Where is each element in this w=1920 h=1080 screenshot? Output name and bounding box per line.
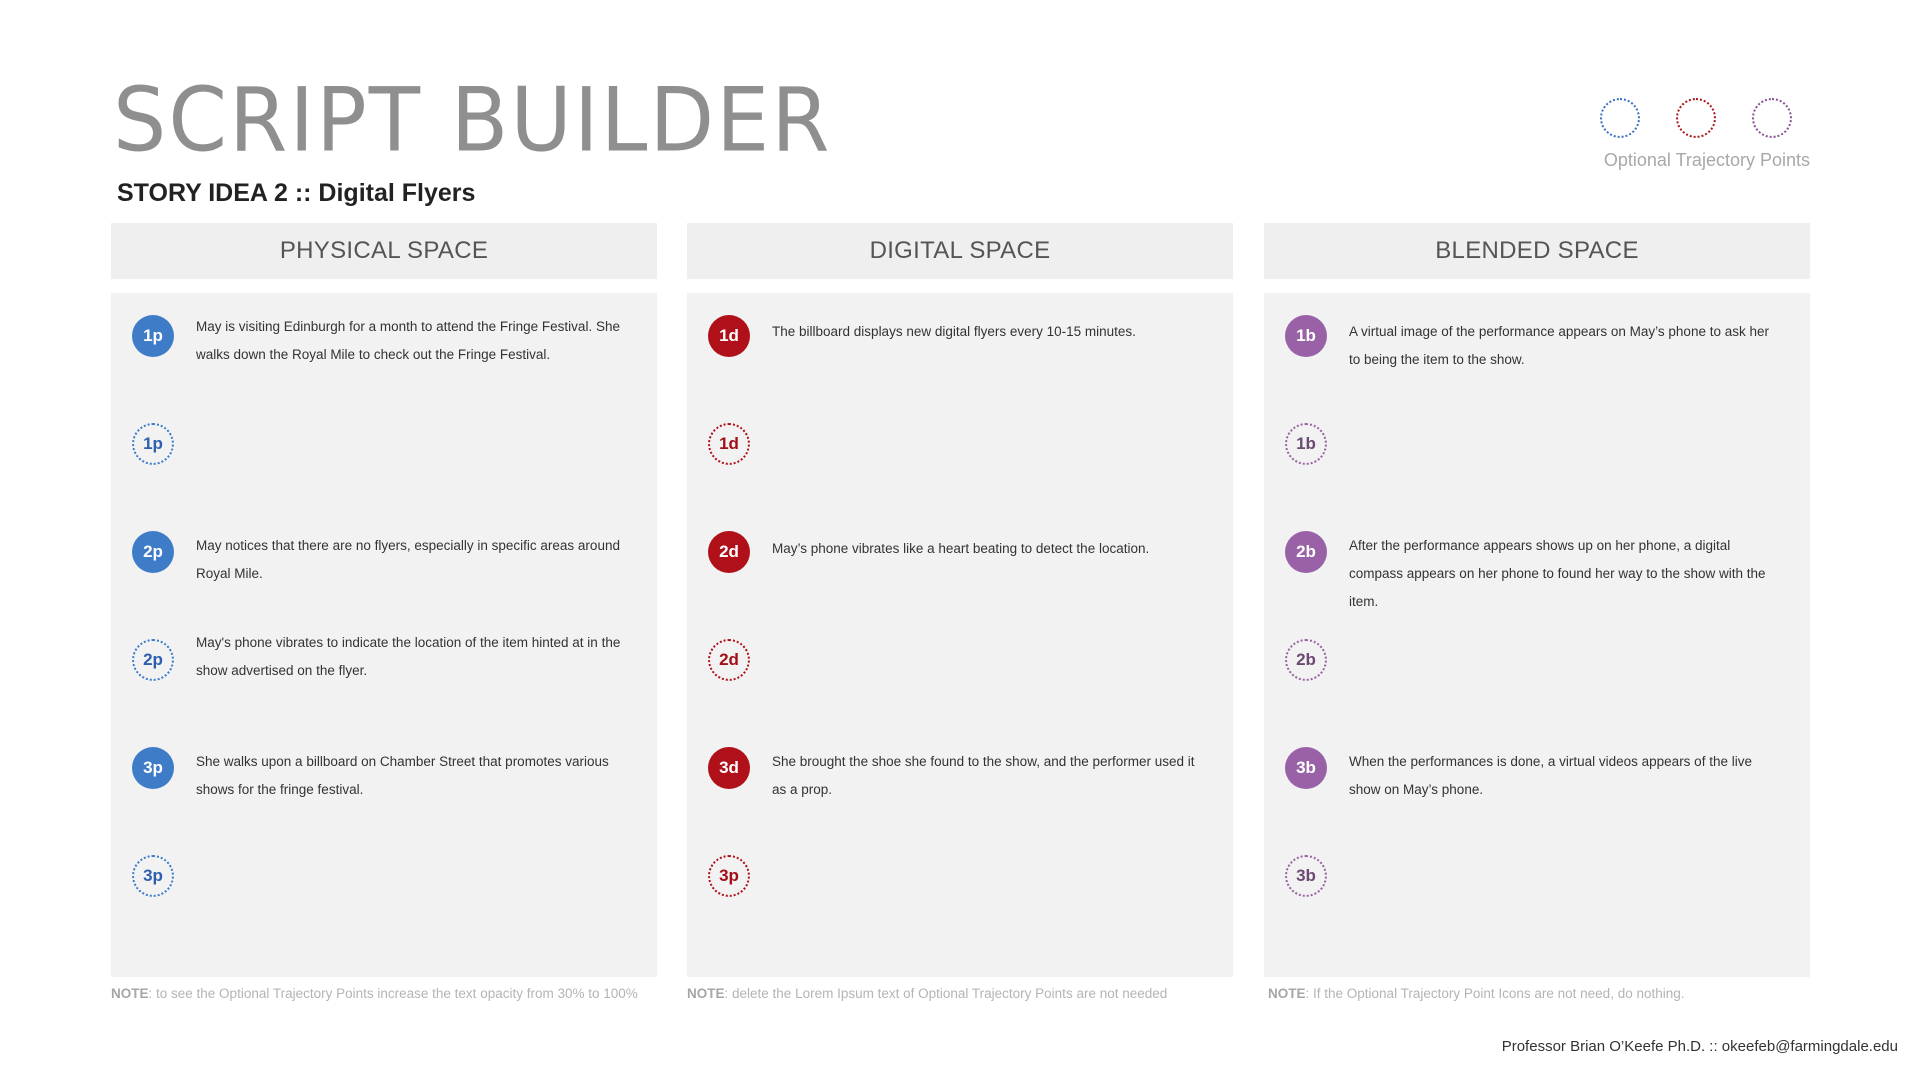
column-body [1264, 293, 1810, 977]
blended-note [1268, 986, 1685, 1001]
column-body [687, 293, 1233, 977]
legend-circles [1600, 98, 1810, 138]
column-body [111, 293, 657, 977]
column-header: BLENDED SPACE [1264, 223, 1810, 279]
point-text[interactable]: May notices that there are no flyers, especially in specific areas around Royal Mile. [196, 538, 620, 581]
optional-point-badge[interactable]: 3p [708, 855, 750, 897]
point-text[interactable]: She walks upon a billboard on Chamber Street that promotes various shows for the fringe festival. [196, 754, 609, 797]
trajectory-point-badge[interactable]: 1p [132, 315, 174, 357]
trajectory-point-badge[interactable]: 2d [708, 531, 750, 573]
column-header: DIGITAL SPACE [687, 223, 1233, 279]
note-text: : If the Optional Trajectory Point Icons are not need, do nothing. [1305, 986, 1685, 1001]
point-text[interactable]: May is visiting Edinburgh for a month to attend the Fringe Festival. She walks down the Royal Mile to check out the Fringe Festival. [196, 319, 620, 362]
optional-point-badge[interactable]: 3p [132, 855, 174, 897]
trajectory-point-badge[interactable]: 2b [1285, 531, 1327, 573]
trajectory-point-badge[interactable]: 3p [132, 747, 174, 789]
point-text[interactable]: May's phone vibrates to indicate the location of the item hinted at in the show advertised on the flyer. [196, 635, 621, 678]
optional-point-badge[interactable]: 1p [132, 423, 174, 465]
physical-note [111, 986, 638, 1001]
trajectory-point-badge[interactable]: 2p [132, 531, 174, 573]
digital-space-column [687, 223, 1233, 977]
page-title: SCRIPT BUILDER [113, 68, 832, 172]
note-text: : to see the Optional Trajectory Points increase the text opacity from 30% to 100% [148, 986, 638, 1001]
trajectory-point-badge[interactable]: 3b [1285, 747, 1327, 789]
red-dotted-circle-icon [1676, 98, 1716, 138]
point-text[interactable]: She brought the shoe she found to the show, and the performer used it as a prop. [772, 754, 1195, 797]
optional-point-badge[interactable]: 2b [1285, 639, 1327, 681]
column-header: PHYSICAL SPACE [111, 223, 657, 279]
point-text[interactable]: May’s phone vibrates like a heart beating to detect the location. [772, 541, 1150, 556]
note-text: : delete the Lorem Ipsum text of Optional Trajectory Points are not needed [724, 986, 1168, 1001]
point-text[interactable]: When the performances is done, a virtual videos appears of the live show on May’s phone. [1349, 754, 1752, 797]
trajectory-legend [1600, 98, 1810, 171]
point-text[interactable]: After the performance appears shows up on her phone, a digital compass appears on her phone to found her way to the show with the item. [1349, 538, 1766, 609]
note-prefix: NOTE [687, 986, 725, 1001]
optional-point-badge[interactable]: 1d [708, 423, 750, 465]
legend-label: Optional Trajectory Points [1603, 150, 1810, 170]
optional-point-badge[interactable]: 2p [132, 639, 174, 681]
point-text[interactable]: A virtual image of the performance appears on May’s phone to ask her to being the item to the show. [1349, 324, 1769, 367]
point-text[interactable]: The billboard displays new digital flyers every 10-15 minutes. [772, 324, 1136, 339]
trajectory-point-badge[interactable]: 1d [708, 315, 750, 357]
optional-point-badge[interactable]: 2d [708, 639, 750, 681]
note-prefix: NOTE [1268, 986, 1306, 1001]
blended-space-column [1264, 223, 1810, 977]
optional-point-badge[interactable]: 3b [1285, 855, 1327, 897]
author-footer: Professor Brian O’Keefe Ph.D. :: okeefeb@farmingdale.edu [1501, 1038, 1898, 1055]
trajectory-point-badge[interactable]: 3d [708, 747, 750, 789]
physical-space-column [111, 223, 657, 977]
trajectory-point-badge[interactable]: 1b [1285, 315, 1327, 357]
purple-dotted-circle-icon [1752, 98, 1792, 138]
story-subtitle: STORY IDEA 2 :: Digital Flyers [117, 179, 476, 207]
optional-point-badge[interactable]: 1b [1285, 423, 1327, 465]
note-prefix: NOTE [111, 986, 149, 1001]
digital-note [687, 986, 1167, 1001]
blue-dotted-circle-icon [1600, 98, 1640, 138]
